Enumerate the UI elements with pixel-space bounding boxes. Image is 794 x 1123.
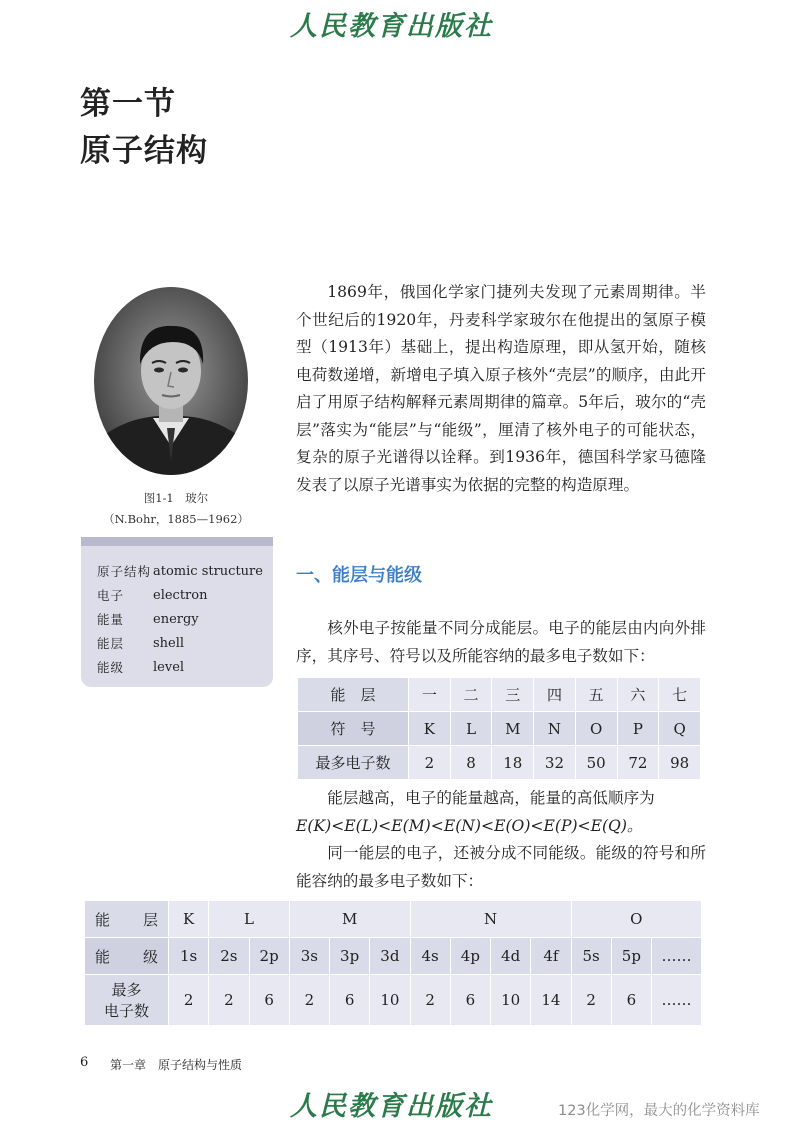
table-cell: 10 [491, 975, 531, 1026]
energy-text-line1: 能层越高，电子的能量越高，能量的高低顺序为 [327, 789, 655, 807]
table-cell: M [492, 712, 534, 746]
label-char: 层 [142, 910, 158, 929]
table-cell: 2s [209, 938, 249, 975]
page-number: 6 [80, 1055, 89, 1070]
table-cell: 3s [289, 938, 329, 975]
table-cell: P [617, 712, 659, 746]
table-cell: 4d [491, 938, 531, 975]
table-cell: 10 [370, 975, 410, 1026]
section-number: 第一节 [80, 86, 176, 122]
table-cell: 五 [575, 678, 617, 712]
table-cell-shell-m: M [289, 901, 410, 938]
table-cell: 4f [531, 938, 571, 975]
vocab-chinese: 能级 [97, 660, 125, 675]
vocab-english: electron [153, 588, 208, 603]
row-label-shell: 能 层 [298, 678, 409, 712]
table-cell: 6 [330, 975, 370, 1026]
vocab-item [97, 632, 273, 656]
table-row [298, 712, 701, 746]
vocab-item [97, 560, 273, 584]
table-cell: 2 [410, 975, 450, 1026]
publisher-logo-bottom: 人民教育出版社 [290, 1091, 493, 1122]
levels-text: 同一能层的电子，还被分成不同能级。能级的符号和所能容纳的最多电子数如下： [296, 844, 706, 890]
vocab-item [97, 584, 273, 608]
label-char: 能 [95, 947, 111, 966]
table-cell: 14 [531, 975, 571, 1026]
table-cell: 4p [450, 938, 490, 975]
vocabulary-box [81, 537, 273, 687]
table-cell-shell-k: K [169, 901, 209, 938]
table-cell: 4s [410, 938, 450, 975]
energy-paragraph [296, 785, 706, 840]
levels-paragraph [296, 840, 706, 895]
table-cell: 2 [169, 975, 209, 1026]
table-cell: 四 [534, 678, 576, 712]
table-cell: 50 [575, 746, 617, 780]
table-cell-shell-l: L [209, 901, 290, 938]
table-cell: 98 [659, 746, 701, 780]
shell-table [297, 677, 701, 780]
table-row [298, 746, 701, 780]
table-row [85, 975, 702, 1026]
table-cell: 18 [492, 746, 534, 780]
table-cell-shell-n: N [410, 901, 571, 938]
label-line: 最多 [111, 981, 142, 999]
vocab-item [97, 656, 273, 680]
figure-caption-dates: （N.Bohr，1885—1962） [103, 512, 249, 526]
table-cell: 三 [492, 678, 534, 712]
table-cell: Q [659, 712, 701, 746]
row-label-max-electrons: 最多电子数 [298, 746, 409, 780]
row-label-shell [85, 901, 169, 938]
table-cell: 1s [169, 938, 209, 975]
table-row [298, 678, 701, 712]
table-cell: 8 [450, 746, 492, 780]
label-char: 级 [142, 947, 158, 966]
table-cell: K [409, 712, 451, 746]
table-cell: 6 [450, 975, 490, 1026]
table-cell: 2p [249, 938, 289, 975]
table-cell: 3p [330, 938, 370, 975]
table-cell: 2 [409, 746, 451, 780]
label-line: 电子数 [103, 1002, 149, 1020]
label-char: 能 [95, 910, 111, 929]
table-cell: 2 [209, 975, 249, 1026]
shells-text: 核外电子按能量不同分成能层。电子的能层由内向外排序，其序号、符号以及所能容纳的最多电子数如下： [296, 619, 706, 665]
intro-paragraph [296, 279, 706, 499]
chapter-title: 第一章 原子结构与性质 [110, 1058, 243, 1072]
table-row [85, 901, 702, 938]
shells-paragraph [296, 615, 706, 670]
energy-order-formula: E(K)<E(L)<E(M)<E(N)<E(O)<E(P)<E(Q)。 [296, 816, 643, 835]
table-cell: 3d [370, 938, 410, 975]
table-cell: 七 [659, 678, 701, 712]
subsection-heading: 一、能层与能级 [296, 565, 422, 586]
table-cell: L [450, 712, 492, 746]
vocab-chinese: 原子结构 [97, 564, 152, 579]
table-cell: 一 [409, 678, 451, 712]
table-cell: …… [652, 975, 702, 1026]
table-cell: N [534, 712, 576, 746]
table-cell: 6 [611, 975, 651, 1026]
vocab-item [97, 608, 273, 632]
section-title: 原子结构 [80, 133, 208, 169]
intro-text: 1869年，俄国化学家门捷列夫发现了元素周期律。半个世纪后的1920年，丹麦科学家玻尔在他提出的氢原子模型（1913年）基础上，提出构造原理，即从氢开始，随核电荷数递增，新增电子填入原子核外“壳层”的顺序，由此开启了用原子结构解释元素周期律的篇章。5年后，玻尔的“壳层”落实为“能层”与“能级”，厘清了核外电子的可能状态，复杂的原子光谱得以诠释。到1936年，德国科学家马德隆发表了以原子光谱事实为依据的完整的构造原理。 [296, 283, 706, 494]
table-cell: 2 [289, 975, 329, 1026]
figure-caption-title: 图1-1 玻尔 [143, 491, 209, 505]
watermark-text: 123化学网，最大的化学资料库 [558, 1103, 760, 1119]
vocab-english: atomic structure [153, 564, 263, 579]
bohr-portrait [93, 286, 249, 476]
table-cell: 5p [611, 938, 651, 975]
level-table [84, 900, 702, 1026]
table-cell: …… [652, 938, 702, 975]
table-cell: 72 [617, 746, 659, 780]
table-cell: 六 [617, 678, 659, 712]
row-label-symbol: 符 号 [298, 712, 409, 746]
vocab-english: level [153, 660, 185, 675]
table-cell: 2 [571, 975, 611, 1026]
table-cell-shell-o: O [571, 901, 702, 938]
table-cell: 5s [571, 938, 611, 975]
vocab-chinese: 能量 [97, 612, 125, 627]
table-row [85, 938, 702, 975]
row-label-max-electrons [85, 975, 169, 1026]
vocab-english: shell [153, 636, 185, 651]
vocab-chinese: 电子 [97, 588, 125, 603]
table-cell: 6 [249, 975, 289, 1026]
vocab-english: energy [153, 612, 199, 627]
table-cell: O [575, 712, 617, 746]
vocab-chinese: 能层 [97, 636, 125, 651]
table-cell: 二 [450, 678, 492, 712]
publisher-logo-top: 人民教育出版社 [290, 11, 493, 42]
row-label-level [85, 938, 169, 975]
table-cell: 32 [534, 746, 576, 780]
